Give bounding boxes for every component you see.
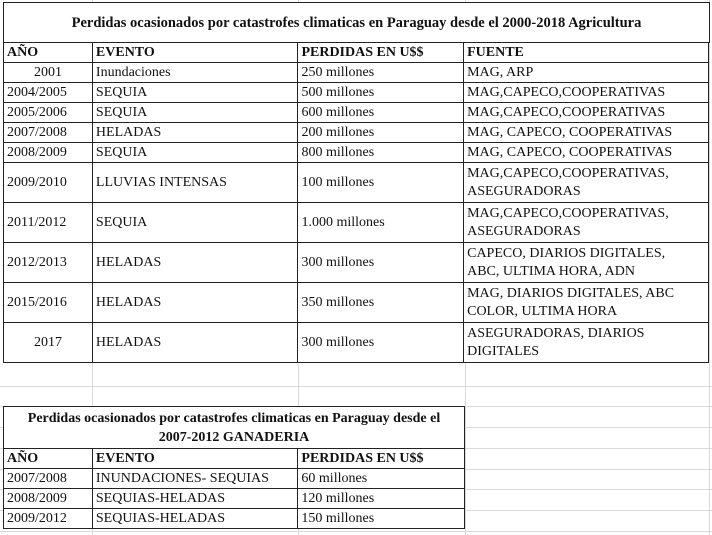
source-line: ABC, ULTIMA HORA, ADN [467,263,635,279]
cell-loss: 500 millones [298,83,464,103]
table-row [4,143,709,163]
table-row [4,489,465,509]
ganaderia-title-line2: 2007-2012 GANADERIA [158,430,310,445]
gridline [0,386,712,387]
cell-year: 2007/2008 [4,469,93,489]
cell-source: MAG, CAPECO, COOPERATIVAS [464,143,709,163]
table-row [4,243,709,283]
source-line: MAG, DIARIOS DIGITALES, ABC [467,285,675,301]
cell-year: 2009/2012 [4,509,93,529]
cell-source: MAG,CAPECO,COOPERATIVAS [464,103,709,123]
cell-source: MAG, ARP [464,63,709,83]
source-line: COLOR, ULTIMA HORA [467,303,618,319]
source-line: ASEGURADORAS [467,223,581,239]
cell-event: LLUVIAS INTENSAS [92,163,298,203]
cell-loss: 800 millones [298,143,464,163]
cell-event: SEQUIAS-HELADAS [92,509,298,529]
cell-year: 2001 [4,63,93,83]
cell-event: SEQUIA [92,83,298,103]
agricultura-table [3,42,709,363]
cell-event: SEQUIA [92,203,298,243]
header-evento: EVENTO [92,43,298,63]
cell-year: 2009/2010 [4,163,93,203]
cell-year: 2017 [4,323,93,363]
gridline [0,531,712,532]
ganaderia-title [3,406,465,449]
cell-loss: 300 millones [298,323,464,363]
table-row [4,283,709,323]
table-row [4,63,709,83]
cell-year: 2007/2008 [4,123,93,143]
table-row [4,469,465,489]
cell-year: 2015/2016 [4,283,93,323]
source-line: MAG,CAPECO,COOPERATIVAS, [467,165,669,181]
source-line: MAG,CAPECO,COOPERATIVAS, [467,205,669,221]
header-perdidas: PERDIDAS EN U$$ [298,43,464,63]
gridline [709,0,710,535]
header-perdidas: PERDIDAS EN U$$ [298,449,465,469]
cell-source [464,163,709,203]
cell-event: HELADAS [92,323,298,363]
cell-event: HELADAS [92,123,298,143]
cell-source [464,243,709,283]
cell-loss: 60 millones [298,469,465,489]
cell-event: SEQUIA [92,143,298,163]
header-fuente: FUENTE [464,43,709,63]
cell-year: 2008/2009 [4,143,93,163]
cell-year: 2008/2009 [4,489,93,509]
table-header-row [4,449,465,469]
table-row [4,163,709,203]
agricultura-title: Perdidas ocasionados por catastrofes climaticas en Paraguay desde el 2000-2018 Agricultura [3,2,710,43]
cell-source: MAG, CAPECO, COOPERATIVAS [464,123,709,143]
ganaderia-title-line1: Perdidas ocasionados por catastrofes climaticas en Paraguay desde el [27,411,441,426]
cell-year: 2011/2012 [4,203,93,243]
ganaderia-table [3,448,465,529]
table-header-row [4,43,709,63]
source-line: CAPECO, DIARIOS DIGITALES, [467,245,666,261]
cell-year: 2004/2005 [4,83,93,103]
table-row [4,203,709,243]
cell-loss: 600 millones [298,103,464,123]
cell-year: 2012/2013 [4,243,93,283]
cell-loss: 120 millones [298,489,465,509]
header-evento: EVENTO [92,449,298,469]
cell-event: SEQUIAS-HELADAS [92,489,298,509]
cell-loss: 150 millones [298,509,465,529]
table-row [4,83,709,103]
cell-loss: 300 millones [298,243,464,283]
table-row [4,123,709,143]
cell-loss: 100 millones [298,163,464,203]
cell-source [464,203,709,243]
cell-event: HELADAS [92,283,298,323]
source-line: ASEGURADORAS [467,183,581,199]
table-row [4,103,709,123]
source-line: ASEGURADORAS, DIARIOS [467,325,645,341]
header-ano: AÑO [4,449,93,469]
cell-event: HELADAS [92,243,298,283]
cell-event: SEQUIA [92,103,298,123]
cell-source [464,323,709,363]
cell-loss: 350 millones [298,283,464,323]
cell-loss: 250 millones [298,63,464,83]
header-ano: AÑO [4,43,93,63]
cell-year: 2005/2006 [4,103,93,123]
table-row [4,323,709,363]
cell-loss: 200 millones [298,123,464,143]
cell-loss: 1.000 millones [298,203,464,243]
cell-event: Inundaciones [92,63,298,83]
source-line: DIGITALES [467,343,540,359]
cell-event: INUNDACIONES- SEQUIAS [92,469,298,489]
cell-source [464,283,709,323]
cell-source: MAG,CAPECO,COOPERATIVAS [464,83,709,103]
table-row [4,509,465,529]
